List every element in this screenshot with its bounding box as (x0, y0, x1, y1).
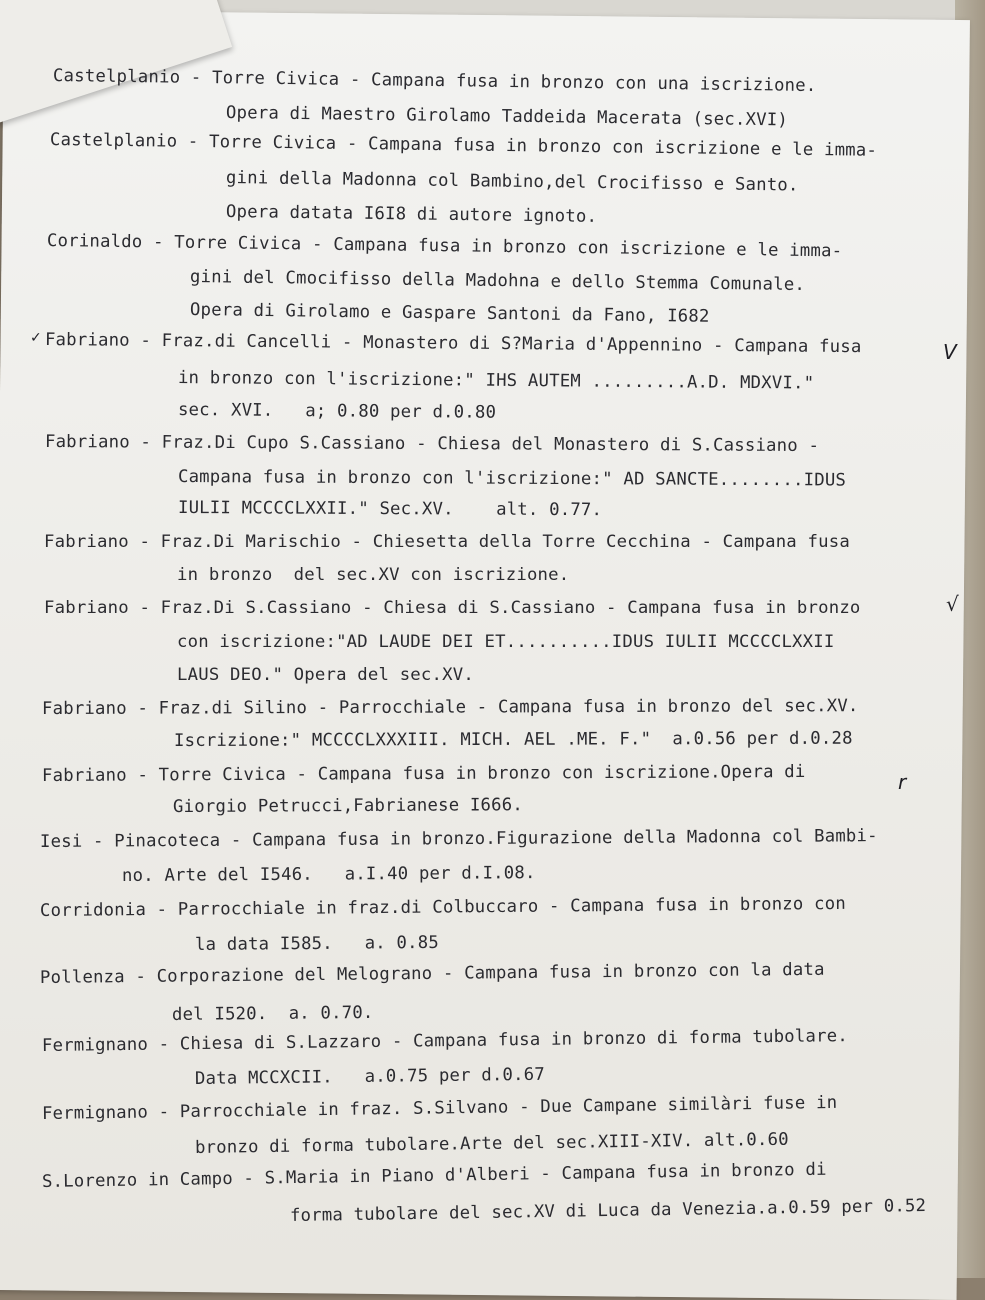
entry-line: Iscrizione:" MCCCCLXXXIII. MICH. AEL .ME. F." a.0.56 per d.0.28 (173, 728, 853, 751)
entry-line: Castelplanio - Torre Civica - Campana fusa in bronzo con una iscrizione. (52, 66, 817, 96)
entry-line: con iscrizione:"AD LAUDE DEI ET..........IDUS IULII MCCCCLXXII (177, 632, 835, 652)
entry-line: Fabriano - Fraz.Di Cupo S.Cassiano - Chiesa del Monastero di S.Cassiano - (44, 432, 820, 457)
entry-line: Iesi - Pinacoteca - Campana fusa in bronzo.Figurazione della Madonna col Bambi- (39, 826, 878, 852)
entry-line: IULII MCCCCLXXII." Sec.XV. alt. 0.77. (177, 498, 603, 521)
entry-line: Opera di Maestro Girolamo Taddeida Macerata (sec.XVI) (225, 103, 789, 131)
margin-r-mark: r (898, 770, 907, 794)
margin-check-mark: √ (946, 592, 959, 616)
entry-line: del I520. a. 0.70. (171, 1002, 374, 1025)
entry-line: in bronzo con l'iscrizione:" IHS AUTEM .........A.D. MDXVI." (177, 368, 815, 394)
margin-v-mark: V (943, 340, 957, 364)
entry-line: la data I585. a. 0.85 (194, 932, 439, 955)
entry-line: Corinaldo - Torre Civica - Campana fusa in bronzo con iscrizione e le imma- (46, 231, 843, 262)
entry-line: Fermignano - Parrocchiale in fraz. S.Silvano - Due Campane similàri fuse in (41, 1092, 838, 1124)
entry-line: Opera di Girolamo e Gaspare Santoni da Fano, I682 (189, 300, 710, 327)
entry-line: Campana fusa in bronzo con l'iscrizione:" AD SANCTE........IDUS (177, 467, 847, 491)
entry-line: Fabriano - Fraz.di Cancelli - Monastero di S?Maria d'Appennino - Campana fusa (44, 330, 862, 358)
entry-line: Fermignano - Chiesa di S.Lazzaro - Campana fusa in bronzo di forma tubolare. (41, 1026, 848, 1056)
entry-line: S.Lorenzo in Campo - S.Maria in Piano d'Alberi - Campana fusa in bronzo di (41, 1159, 827, 1192)
margin-tick-mark: ✓ (30, 330, 42, 346)
entry-line: no. Arte del I546. a.I.40 per d.I.08. (121, 863, 536, 886)
entry-line: Castelplanio - Torre Civica - Campana fusa in bronzo con iscrizione e le imma- (49, 130, 878, 161)
entry-line: gini della Madonna col Bambino,del Crocifisso e Santo. (225, 168, 799, 196)
entry-line: Data MCCXCII. a.0.75 per d.0.67 (194, 1064, 546, 1089)
entry-line: Fabriano - Fraz.Di Marischio - Chiesetta della Torre Cecchina - Campana fusa (44, 532, 850, 552)
entry-line: gini del Cmocifisso della Madohna e dello Stemma Comunale. (189, 267, 806, 296)
entry-line: sec. XVI. a; 0.80 per d.0.80 (177, 400, 497, 423)
entry-line: Giorgio Petrucci,Fabrianese I666. (172, 795, 524, 817)
entry-line: in bronzo del sec.XV con iscrizione. (177, 565, 570, 585)
entry-line: LAUS DEO." Opera del sec.XV. (177, 665, 474, 685)
entry-line: Fabriano - Torre Civica - Campana fusa in bronzo con iscrizione.Opera di (41, 762, 806, 786)
entry-line: Opera datata I6I8 di autore ignoto. (225, 202, 598, 227)
entry-line: Pollenza - Corporazione del Melograno - Campana fusa in bronzo con la data (39, 959, 825, 988)
entry-line: Fabriano - Fraz.Di S.Cassiano - Chiesa di S.Cassiano - Campana fusa in bronzo (44, 598, 861, 618)
entry-line: bronzo di forma tubolare.Arte del sec.XIII-XIV. alt.0.60 (194, 1129, 789, 1158)
entry-line: Corridonia - Parrocchiale in fraz.di Colbuccaro - Campana fusa in bronzo con (39, 893, 846, 921)
entry-line: forma tubolare del sec.XV di Luca da Venezia.a.0.59 per 0.52 (289, 1196, 927, 1226)
entry-line: Fabriano - Fraz.di Silino - Parrocchiale - Campana fusa in bronzo del sec.XV. (41, 696, 859, 719)
